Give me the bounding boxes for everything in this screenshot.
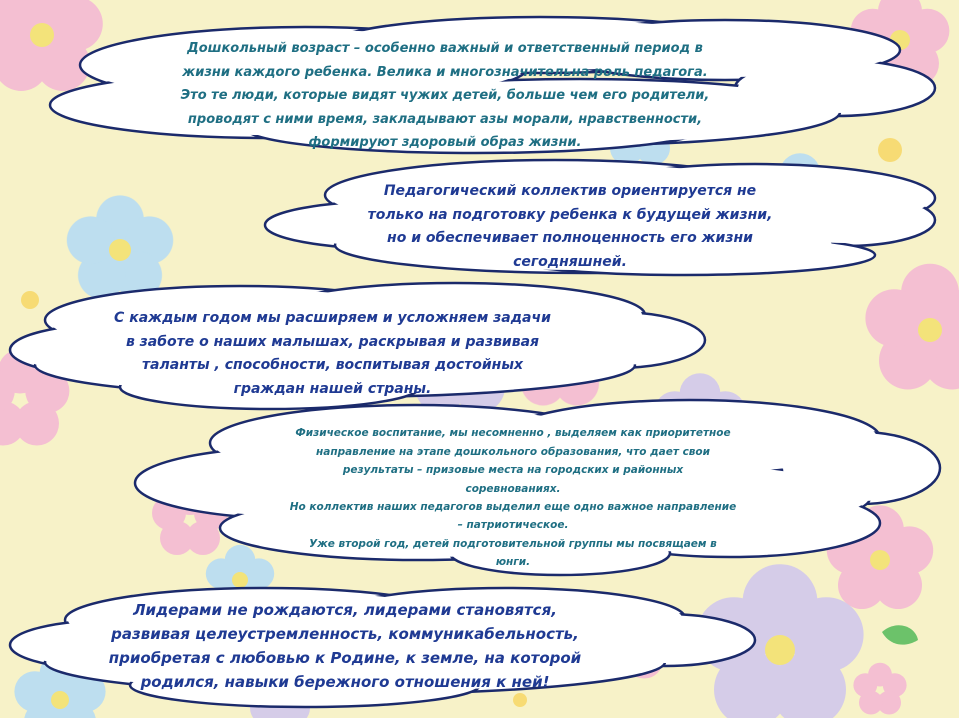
cloud-physical-line: юнги. xyxy=(495,556,531,569)
cloud-tasks-line: в заботе о наших малышах, раскрывая и развивая xyxy=(125,333,540,350)
cloud-intro xyxy=(20,10,945,158)
cloud-physical-line: – патриотическое. xyxy=(457,519,569,532)
cloud-physical-line: направление на этапе дошкольного образования, что дает свои xyxy=(315,445,711,458)
cloud-intro-line: жизни каждого ребенка. Велика и многозначительна роль педагога. xyxy=(182,64,708,80)
cloud-intro-line: проводят с ними время, закладывают азы морали, нравственности, xyxy=(187,111,703,127)
cloud-tasks-line: таланты , способности, воспитывая достойных xyxy=(141,357,524,373)
cloud-leaders-line: развивая целеустремленность, коммуникабельность, xyxy=(111,625,579,643)
cloud-tasks-line: граждан нашей страны. xyxy=(233,380,432,397)
cloud-physical-line: Но коллектив наших педагогов выделил еще одно важное направление xyxy=(289,501,737,513)
cloud-leaders-line: приобретая с любовью к Родине, к земле, на которой xyxy=(108,649,582,667)
cloud-tasks-line: С каждым годом мы расширяем и усложняем задачи xyxy=(114,310,551,326)
cloud-physical-line: Физическое воспитание, мы несомненно , выделяем как приоритетное xyxy=(295,427,731,440)
cloud-leaders xyxy=(5,580,760,710)
cloud-intro-line: формируют здоровый образ жизни. xyxy=(308,135,582,151)
cloud-leaders-line: родился, навыки бережного отношения к ней! xyxy=(140,673,550,691)
cloud-collective-line: но и обеспечивает полноценность его жизни xyxy=(387,230,753,246)
cloud-intro-line: Это те люди, которые видят чужих детей, больше чем его родители, xyxy=(180,88,710,104)
cloud-physical-education xyxy=(130,388,945,583)
cloud-intro-line: Дошкольный возраст – особенно важный и ответственный период в xyxy=(187,41,703,57)
cloud-physical-line: соревнованиях. xyxy=(465,482,561,495)
cloud-collective-line: Педагогический коллектив ориентируется не xyxy=(383,183,757,199)
cloud-physical-line: Уже второй год, детей подготовительной группы мы посвящаем в xyxy=(309,537,717,550)
cloud-leaders-line: Лидерами не рождаются, лидерами становятся, xyxy=(133,601,557,619)
cloud-collective-line: сегодняшней. xyxy=(513,253,627,270)
cloud-physical-line: результаты – призовые места на городских и районных xyxy=(342,464,684,477)
cloud-collective xyxy=(255,150,945,280)
cloud-collective-line: только на подготовку ребенка к будущей жизни, xyxy=(367,206,773,223)
